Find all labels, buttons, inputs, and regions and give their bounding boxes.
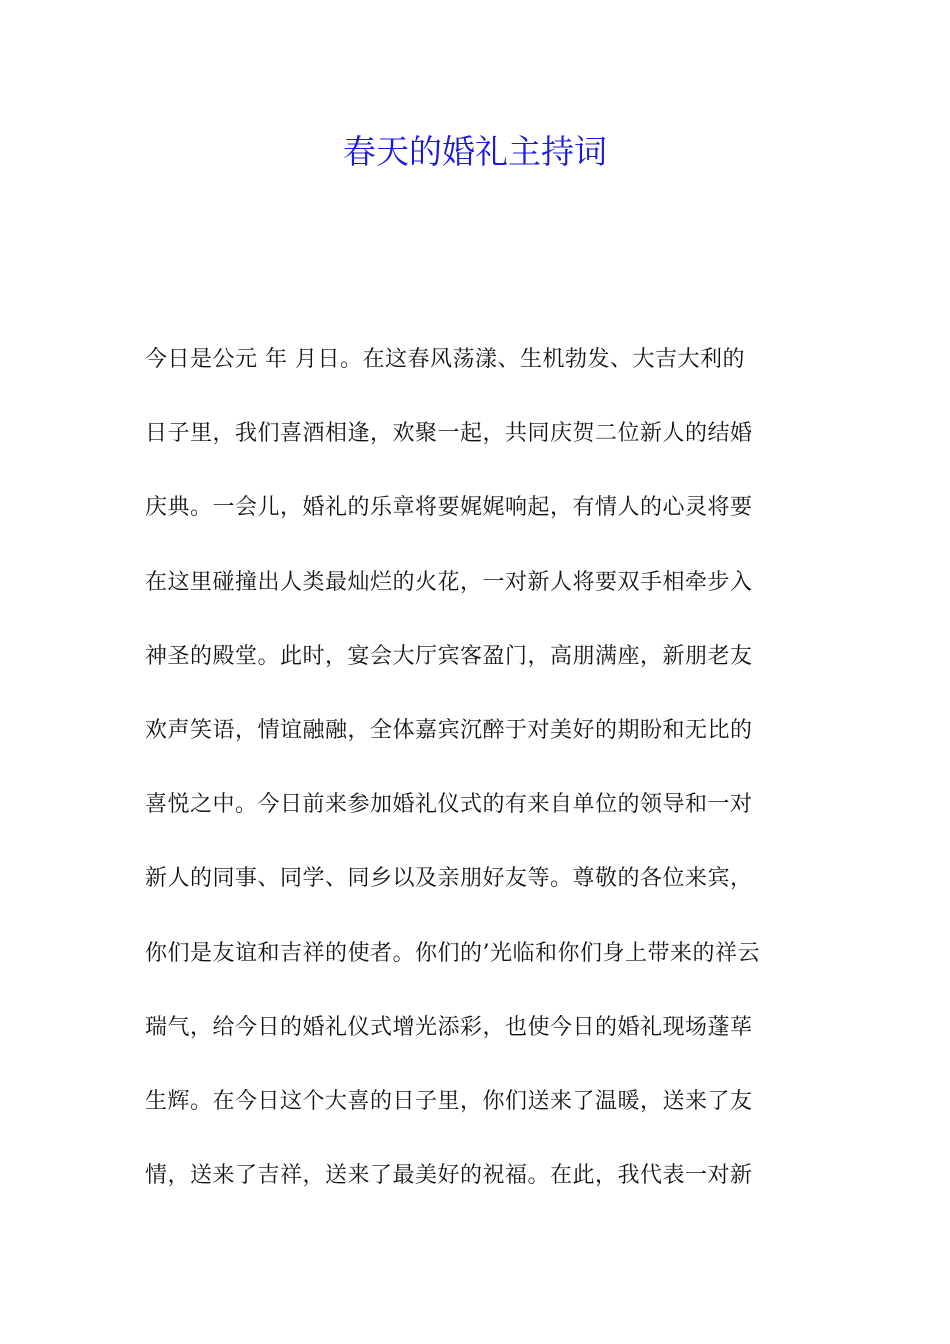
paragraph-line: 神圣的殿堂。此时，宴会大厅宾客盈门，高朋满座，新朋老友 bbox=[145, 643, 753, 669]
paragraph-line: 生辉。在今日这个大喜的日子里，你们送来了温暖，送来了友 bbox=[145, 1088, 753, 1114]
paragraph-line: 情，送来了吉祥，送来了最美好的祝福。在此，我代表一对新 bbox=[145, 1163, 753, 1189]
paragraph-line: 欢声笑语，情谊融融，全体嘉宾沉醉于对美好的期盼和无比的 bbox=[145, 717, 753, 743]
paragraph-line: 新人的同事、同学、同乡以及亲朋好友等。尊敬的各位来宾， bbox=[145, 866, 753, 892]
paragraph-line: 在这里碰撞出人类最灿烂的火花，一对新人将要双手相牵步入 bbox=[145, 569, 753, 595]
paragraph-line: 瑞气，给今日的婚礼仪式增光添彩，也使今日的婚礼现场蓬荜 bbox=[145, 1014, 753, 1040]
paragraph-line: 庆典。一会儿，婚礼的乐章将要娓娓响起，有情人的心灵将要 bbox=[145, 495, 753, 521]
page-title: 春天的婚礼主持词 bbox=[343, 132, 607, 171]
paragraph-line: 你们是友谊和吉祥的使者。你们的’光临和你们身上带来的祥云 bbox=[145, 940, 760, 966]
paragraph-line: 喜悦之中。今日前来参加婚礼仪式的有来自单位的领导和一对 bbox=[145, 792, 753, 818]
body-paragraph bbox=[145, 338, 810, 1228]
paragraph-line: 今日是公元 年 月日。在这春风荡漾、生机勃发、大吉大利的 bbox=[145, 347, 745, 372]
paragraph-line: 日子里，我们喜酒相逢，欢聚一起，共同庆贺二位新人的结婚 bbox=[145, 421, 753, 447]
